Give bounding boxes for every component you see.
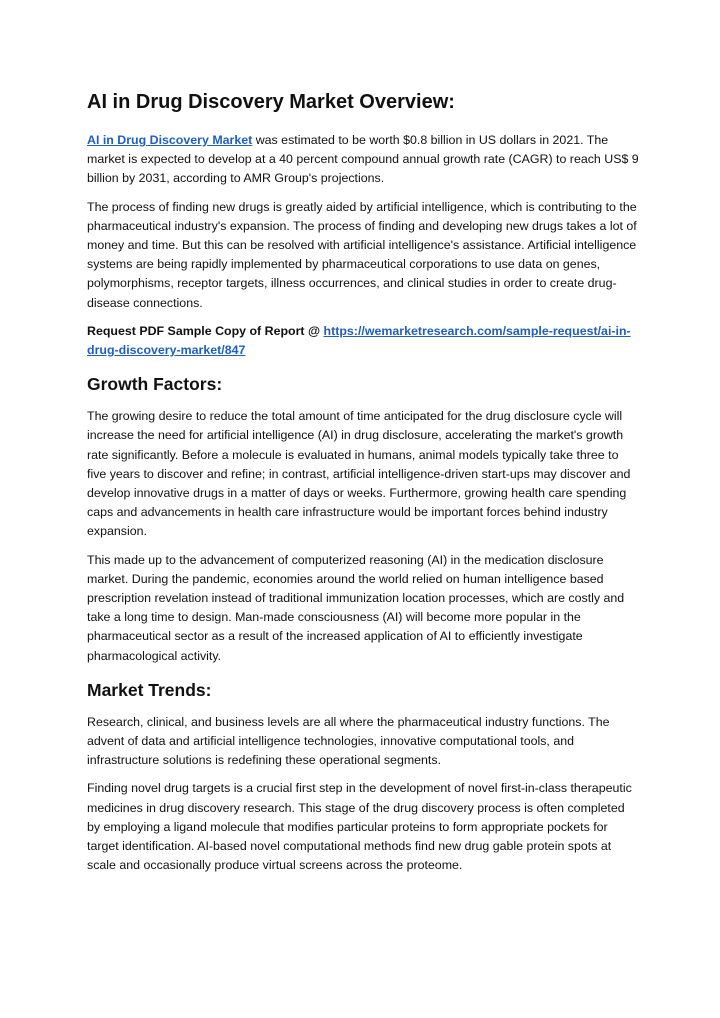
document-page — [87, 88, 639, 885]
trends-paragraph-2: Finding novel drug targets is a crucial first step in the development of novel first-in-class therapeutic medicines in drug discovery research. This stage of the drug discovery process is often completed by employing a ligand molecule that modifies particular proteins to form appropriate pockets for target identification. AI-based novel computational methods find new drug gable protein spots at scale and occasionally produce virtual screens across the proteome. — [87, 781, 632, 873]
market-trends-heading: Market Trends: — [87, 679, 212, 700]
request-sample-line — [87, 322, 639, 360]
page-title: AI in Drug Discovery Market Overview: — [87, 91, 455, 113]
overview-text: was estimated to be worth $0.8 billion in US dollars in 2021. The market is expected to develop at a 40 percent compound annual growth rate (CAGR) to reach US$ 9 billion by 2031, according to AMR Group's projections. — [87, 133, 639, 186]
overview-paragraph — [87, 131, 639, 189]
growth-factors-heading: Growth Factors: — [87, 374, 223, 395]
sample-request-link[interactable]: https://wemarketresearch.com/sample-request/ai-in-drug-discovery-market/847 — [87, 323, 631, 358]
trends-paragraph-1: Research, clinical, and business levels are all where the pharmaceutical industry functions. The advent of data and artificial intelligence technologies, innovative computational tools, and infrastructure solutions is redefining these operational segments. — [87, 714, 610, 768]
market-link[interactable]: AI in Drug Discovery Market — [87, 133, 253, 147]
growth-paragraph-1: The growing desire to reduce the total amount of time anticipated for the drug disclosure cycle will increase the need for artificial intelligence (AI) in drug disclosure, accelerating the market's growth rate significantly. Before a molecule is evaluated in humans, animal models typically take three to five years to discover and refine; in contrast, artificial intelligence-driven start-ups may discover and develop innovative drugs in a matter of days or weeks. Furthermore, growing health care spending caps and advancements in health care infrastructure would be important forces behind industry expansion. — [87, 409, 631, 539]
growth-paragraph-2: This made up to the advancement of computerized reasoning (AI) in the medication disclosure market. During the pandemic, economies around the world relied on human intelligence based prescription revelation instead of traditional immunization location processes, which are costly and take a long time to design. Man-made consciousness (AI) will become more popular in the pharmaceutical sector as a result of the increased application of AI to efficiently investigate pharmacological activity. — [87, 552, 625, 663]
request-label: Request PDF Sample Copy of Report @ — [87, 323, 324, 338]
process-paragraph: The process of finding new drugs is greatly aided by artificial intelligence, which is contributing to the pharmaceutical industry's expansion. The process of finding and developing new drugs takes a lot of money and time. But this can be resolved with artificial intelligence's assistance. Artificial intelligence systems are being rapidly implemented by pharmaceutical corporations to use data on genes, polymorphisms, receptor targets, illness occurrences, and clinical studies in order to create drug-disease connections. — [87, 199, 637, 310]
